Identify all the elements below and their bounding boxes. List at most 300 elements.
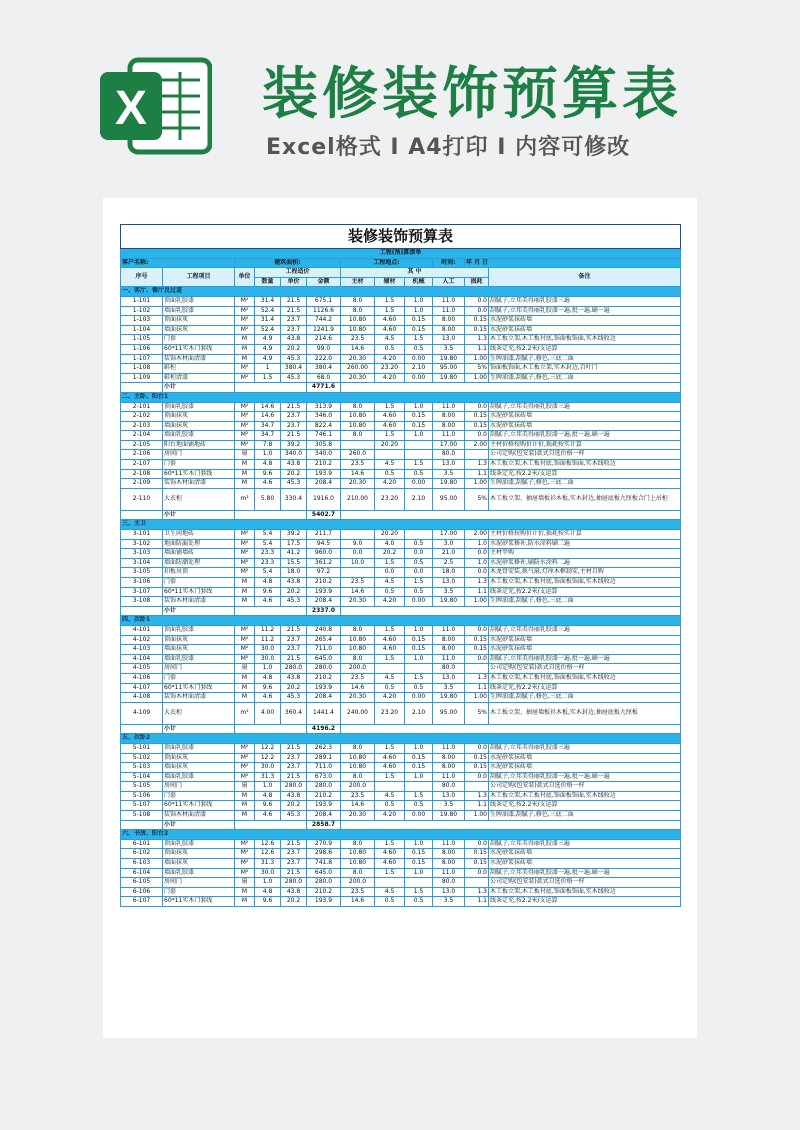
table-cell: 21.0 [433,549,465,559]
table-cell: 6-105 [121,878,163,888]
table-cell: 0.0 [465,549,489,559]
table-row [121,354,681,364]
table-cell: 墙面乳胶漆 [163,654,235,664]
table-cell: 45.3 [281,354,307,364]
table-cell: M [235,469,255,479]
table-cell: 711.0 [307,763,341,773]
table-cell: 21.5 [281,625,307,635]
table-cell: 生牌油漆,刮腻子,修色,三底二面 [489,693,681,703]
table-cell: 14.6 [341,801,375,811]
table-cell: 43.8 [281,887,307,897]
table-cell: 1.0 [465,558,489,568]
table-cell: m² [235,488,255,510]
table-cell: 主材价格按购价计价,损耗按实计算 [489,530,681,540]
table-cell: 4-104 [121,654,163,664]
table-row [121,325,681,335]
table-cell: 10.80 [341,645,375,655]
table-cell: 23.3 [255,549,281,559]
table-cell: M² [235,625,255,635]
table-cell: 扇 [235,782,255,792]
table-cell: 木工板立架,木工板衬底,饰面板饰面,实木线收边 [489,335,681,345]
empty-cell [235,383,307,393]
table-cell: M [235,683,255,693]
table-cell: 墙面防潮处理 [163,558,235,568]
table-cell: 21.5 [281,772,307,782]
table-cell: 刮腻子,立邦美得丽乳胶漆三遍 [489,296,681,306]
table-cell: 8.00 [433,325,465,335]
banner-title: 装修装饰预算表 [262,62,682,127]
table-cell: 43.8 [281,578,307,588]
table-cell: 3.5 [433,897,465,907]
table-cell: 0.15 [465,859,489,869]
budget-table [120,224,681,907]
table-cell: 8.0 [341,625,375,635]
table-cell: 5-104 [121,772,163,782]
table-row [121,335,681,345]
customer-label: 客户名称: [121,258,235,268]
table-cell: 1-109 [121,373,163,383]
table-cell: 0.15 [465,763,489,773]
section-header [121,520,681,530]
header-amount: 金额 [307,277,341,287]
subtotal-label: 小计 [163,724,235,734]
table-cell: 18.0 [281,568,307,578]
table-cell: 11.0 [433,654,465,664]
table-cell: 23.5 [341,460,375,470]
table-cell: M [235,460,255,470]
table-cell: 0.5 [375,801,405,811]
table-cell: 生牌油漆,刮腻子,修色,三底二面 [489,373,681,383]
table-cell: 0.0 [465,431,489,441]
subtotal-value: 2337.0 [307,606,341,616]
table-cell: 刮腻子,立邦美得丽乳胶漆三遍 [489,743,681,753]
table-cell: 4-101 [121,625,163,635]
subtotal-value: 2858.7 [307,820,341,830]
table-cell [465,878,489,888]
table-cell: 214.6 [307,335,341,345]
table-cell: 4.6 [255,597,281,607]
table-row [121,635,681,645]
table-cell: 60*11实木门套线 [163,897,235,907]
table-row [121,673,681,683]
table-cell: 线条定充,按2.2米/支运算 [489,469,681,479]
table-cell: 20.2 [281,683,307,693]
table-cell: 8.0 [341,306,375,316]
table-cell: 扇 [235,450,255,460]
table-cell: 3.5 [433,683,465,693]
table-cell: 20.30 [341,373,375,383]
table-cell: 23.7 [281,316,307,326]
table-cell: 4.5 [375,460,405,470]
table-cell: 6-103 [121,859,163,869]
table-cell: M [235,354,255,364]
table-cell: 门套 [163,335,235,345]
table-cell: 60*11实木门套线 [163,801,235,811]
table-cell: 3-102 [121,539,163,549]
empty-cell [121,510,163,520]
table-cell: 43.8 [281,791,307,801]
subtotal-row [121,510,681,520]
table-cell: 1.3 [465,578,489,588]
table-cell: 3-106 [121,578,163,588]
table-cell: 260.0 [341,450,375,460]
table-cell [375,664,405,674]
table-cell: 80.0 [433,664,465,674]
table-row [121,683,681,693]
table-cell: 5-105 [121,782,163,792]
table-cell: 10.80 [341,635,375,645]
table-cell: 210.2 [307,460,341,470]
table-cell: 5-101 [121,743,163,753]
table-cell: 280.0 [307,782,341,792]
table-cell: M [235,597,255,607]
table-cell: 6-106 [121,887,163,897]
table-cell: 95.00 [433,364,465,374]
table-cell: 17.5 [281,539,307,549]
table-cell: 门套 [163,460,235,470]
table-cell: 673.0 [307,772,341,782]
table-cell: 20.2 [375,549,405,559]
table-cell: 305.8 [307,440,341,450]
table-cell: 线条定充,按2.2米/支运算 [489,897,681,907]
table-cell: M² [235,772,255,782]
table-cell: 13.0 [433,791,465,801]
table-cell: 10.80 [341,316,375,326]
table-cell: 0.00 [405,354,433,364]
table-cell: 卫生间地砖 [163,530,235,540]
table-cell: 水泥砂浆抹砖墙 [489,316,681,326]
table-cell: 水泥砂浆抹砖墙 [489,753,681,763]
info-row [121,258,681,268]
table-cell: 675.1 [307,296,341,306]
table-cell: 4-109 [121,702,163,724]
table-cell: 20.2 [281,801,307,811]
table-cell: 23.7 [281,763,307,773]
table-cell: 3.0 [433,539,465,549]
table-row [121,364,681,374]
table-cell: 210.2 [307,673,341,683]
table-cell: 20.30 [341,354,375,364]
table-cell: 11.2 [255,625,281,635]
table-cell: 13.0 [433,335,465,345]
table-cell: 289.1 [307,753,341,763]
table-cell: 645.0 [307,654,341,664]
table-cell: 4.60 [375,859,405,869]
table-cell: 1.5 [405,887,433,897]
table-cell: 门套 [163,578,235,588]
empty-cell [341,510,681,520]
table-cell: 4.8 [255,791,281,801]
table-cell: 1.0 [255,450,281,460]
table-cell: 4.60 [375,763,405,773]
table-cell: 3.5 [433,801,465,811]
header-machine: 机械 [405,277,433,287]
table-cell: 1-107 [121,354,163,364]
table-cell: 门套 [163,791,235,801]
table-cell: 10.80 [341,412,375,422]
table-cell: 6-107 [121,897,163,907]
table-cell: 0.0 [465,743,489,753]
table-cell: 1.00 [465,597,489,607]
table-cell: 10.0 [341,558,375,568]
table-row [121,296,681,306]
table-cell: 11.0 [433,306,465,316]
table-cell: 12.6 [255,849,281,859]
table-cell: 水泥砂浆抹砖墙 [489,645,681,655]
table-cell: 0.5 [375,587,405,597]
table-cell: 11.0 [433,402,465,412]
table-cell: 262.3 [307,743,341,753]
table-cell: M [235,344,255,354]
table-cell: 0.0 [465,839,489,849]
table-cell: 4.60 [375,635,405,645]
table-cell: 刮腻子,立邦美得丽乳胶漆一遍,批一遍,刷一遍 [489,772,681,782]
header-aux: 辅材 [375,277,405,287]
table-row [121,887,681,897]
subtotal-value: 5402.7 [307,510,341,520]
table-cell [465,450,489,460]
table-cell: 2-103 [121,421,163,431]
table-cell: 1.00 [465,354,489,364]
table-cell: 0.15 [465,421,489,431]
table-cell: 9.6 [255,469,281,479]
table-cell: 顶面抹灰 [163,849,235,859]
table-cell: 木工板立架,木工板衬底,饰面板饰面,实木线收边 [489,578,681,588]
table-cell: 0.5 [375,897,405,907]
table-cell: 13.0 [433,460,465,470]
table-cell: 645.0 [307,868,341,878]
table-cell: M [235,693,255,703]
table-cell: 360.4 [281,702,307,724]
table-cell: 顶面乳胶漆 [163,839,235,849]
table-cell: 线条定充,按2.2米/支运算 [489,801,681,811]
table-cell: 4.5 [375,791,405,801]
header-note: 备注 [489,268,681,287]
table-cell: 1.0 [405,654,433,664]
table-cell: 刮腻子,立邦美得丽乳胶漆三遍 [489,839,681,849]
table-cell: 刮腻子,立邦美得丽乳胶漆一遍,批一遍,刷一遍 [489,868,681,878]
table-row [121,763,681,773]
table-cell: 1.5 [375,839,405,849]
table-cell: 0.15 [405,645,433,655]
table-cell: M [235,801,255,811]
header-among: 其 中 [341,268,489,278]
table-cell: 4.60 [375,753,405,763]
table-cell: 210.2 [307,887,341,897]
table-cell: 4.60 [375,421,405,431]
table-cell: 0.15 [405,635,433,645]
table-cell: 水泥砂浆抹砖墙 [489,763,681,773]
table-cell: 12.2 [255,753,281,763]
table-cell: M [235,335,255,345]
table-cell [341,530,375,540]
table-cell: 1.0 [405,772,433,782]
table-cell: 线条定充,按2.2米/支运算 [489,344,681,354]
table-cell: M² [235,412,255,422]
table-row [121,306,681,316]
table-cell: 1.5 [375,402,405,412]
table-cell: 6-104 [121,868,163,878]
table-cell: 1.0 [405,431,433,441]
table-cell: 生牌油漆,刮腻子,修色,三底二面 [489,811,681,821]
empty-cell [121,820,163,830]
table-cell: 0.0 [465,568,489,578]
table-cell: 5-107 [121,801,163,811]
table-cell: 240.00 [341,702,375,724]
table-row [121,568,681,578]
section-header [121,392,681,402]
table-cell: 扇 [235,664,255,674]
table-cell: 39.2 [281,440,307,450]
table-cell: 装饰木材面清漆 [163,811,235,821]
table-cell: 0.5 [375,469,405,479]
table-cell: 墙面抹灰 [163,645,235,655]
table-cell: 711.0 [307,645,341,655]
header-seq: 序号 [121,268,163,287]
table-cell: 鞋柜清漆 [163,373,235,383]
table-cell: 193.9 [307,897,341,907]
table-cell: 顶面乳胶漆 [163,625,235,635]
table-cell: 1.0 [255,878,281,888]
table-cell: 0.00 [405,373,433,383]
table-cell: 11.0 [433,743,465,753]
table-cell: M² [235,296,255,306]
table-cell: 20.2 [281,897,307,907]
table-cell: 3-107 [121,587,163,597]
empty-cell [235,820,307,830]
table-row [121,450,681,460]
table-cell: 墙面抹灰 [163,763,235,773]
header-loss: 损耗 [465,277,489,287]
table-cell: 20.30 [341,479,375,489]
table-cell: 23.7 [281,645,307,655]
table-cell: 顶面乳胶漆 [163,743,235,753]
table-cell: 公司定购(包安装)款式自选价格一样 [489,878,681,888]
table-cell: 5.80 [255,488,281,510]
table-cell: 0.0 [465,772,489,782]
table-cell: 1.0 [405,743,433,753]
table-cell: 水泥砂浆修补,刷防水涂料二遍 [489,558,681,568]
table-row [121,772,681,782]
table-cell: 1441.4 [307,702,341,724]
table-cell: 30.0 [255,763,281,773]
table-cell: 0.15 [405,421,433,431]
table-cell: 14.6 [341,587,375,597]
table-cell: 23.7 [281,635,307,645]
table-cell: 5-102 [121,753,163,763]
table-cell: 23.5 [341,887,375,897]
table-cell: 1.5 [375,431,405,441]
table-cell: 1.0 [405,625,433,635]
table-cell: 2-101 [121,402,163,412]
table-cell: 顶面乳胶漆 [163,402,235,412]
table-cell: 2-110 [121,488,163,510]
table-cell: 顶面乳胶漆 [163,296,235,306]
table-cell: 1.5 [375,868,405,878]
table-cell: 0.15 [405,849,433,859]
table-cell: 1.5 [375,306,405,316]
table-cell: 340.0 [281,450,307,460]
table-cell: 0.5 [405,539,433,549]
table-cell: 11.0 [433,868,465,878]
table-cell: 52.4 [255,306,281,316]
table-cell: 大衣柜 [163,702,235,724]
table-cell: 68.0 [307,373,341,383]
table-cell: 木工板立架,木工板衬底,饰面板饰面,实木线收边 [489,673,681,683]
table-cell: 2-102 [121,412,163,422]
table-cell: 45.3 [281,693,307,703]
table-cell: 墙面铺墙砖 [163,549,235,559]
table-cell: 4.20 [375,354,405,364]
table-cell: 墙面抹灰 [163,325,235,335]
table-cell: 8.0 [341,431,375,441]
table-cell: 0.00 [405,811,433,821]
table-cell: 4.0 [375,539,405,549]
table-cell: 23.3 [255,558,281,568]
table-cell: 20.2 [281,344,307,354]
table-row [121,859,681,869]
table-cell: M [235,897,255,907]
table-cell: 14.6 [341,469,375,479]
table-cell: 0.0 [465,306,489,316]
table-cell: 9.6 [255,897,281,907]
table-cell: 5% [465,364,489,374]
table-cell: 80.0 [433,782,465,792]
table-row [121,460,681,470]
table-cell: 刮腻子,立邦美得丽乳胶漆三遍 [489,402,681,412]
header-price: 单价 [281,277,307,287]
table-cell: 4.60 [375,849,405,859]
table-cell: 1.00 [465,811,489,821]
table-cell: 0.15 [405,412,433,422]
table-cell: 4.20 [375,373,405,383]
table-cell: 280.0 [307,878,341,888]
table-cell: 14.6 [341,683,375,693]
table-cell: 墙面乳胶漆 [163,306,235,316]
table-cell: 10.80 [341,421,375,431]
table-row [121,878,681,888]
table-cell: 30.0 [255,654,281,664]
header-item: 工程项目 [163,268,235,287]
table-cell: 0.15 [405,753,433,763]
table-cell: 1.3 [465,791,489,801]
table-cell: 8.00 [433,412,465,422]
table-cell: 744.2 [307,316,341,326]
table-cell: 23.5 [341,791,375,801]
table-cell: 200.0 [341,878,375,888]
table-cell: M² [235,402,255,412]
table-cell: 4.20 [375,479,405,489]
table-cell: 1.5 [255,373,281,383]
table-cell: 4.9 [255,344,281,354]
table-cell: 200.0 [341,782,375,792]
table-cell: 木工板立架,木工板衬底,饰面板饰面,实木线收边 [489,791,681,801]
table-cell: 1.0 [255,664,281,674]
table-cell: 4.9 [255,335,281,345]
table-cell: 60*11实木门套线 [163,683,235,693]
table-cell: 0.5 [375,344,405,354]
table-cell: 2.5 [433,558,465,568]
table-cell: 0.5 [405,344,433,354]
time-label: 时间: [433,258,465,268]
table-cell: 0.15 [405,325,433,335]
table-cell: 19.80 [433,354,465,364]
table-row [121,587,681,597]
section-title: 四、次卧1 [121,616,681,626]
table-cell: 5.4 [255,539,281,549]
table-cell: 23.20 [375,488,405,510]
table-cell: 房间门 [163,450,235,460]
